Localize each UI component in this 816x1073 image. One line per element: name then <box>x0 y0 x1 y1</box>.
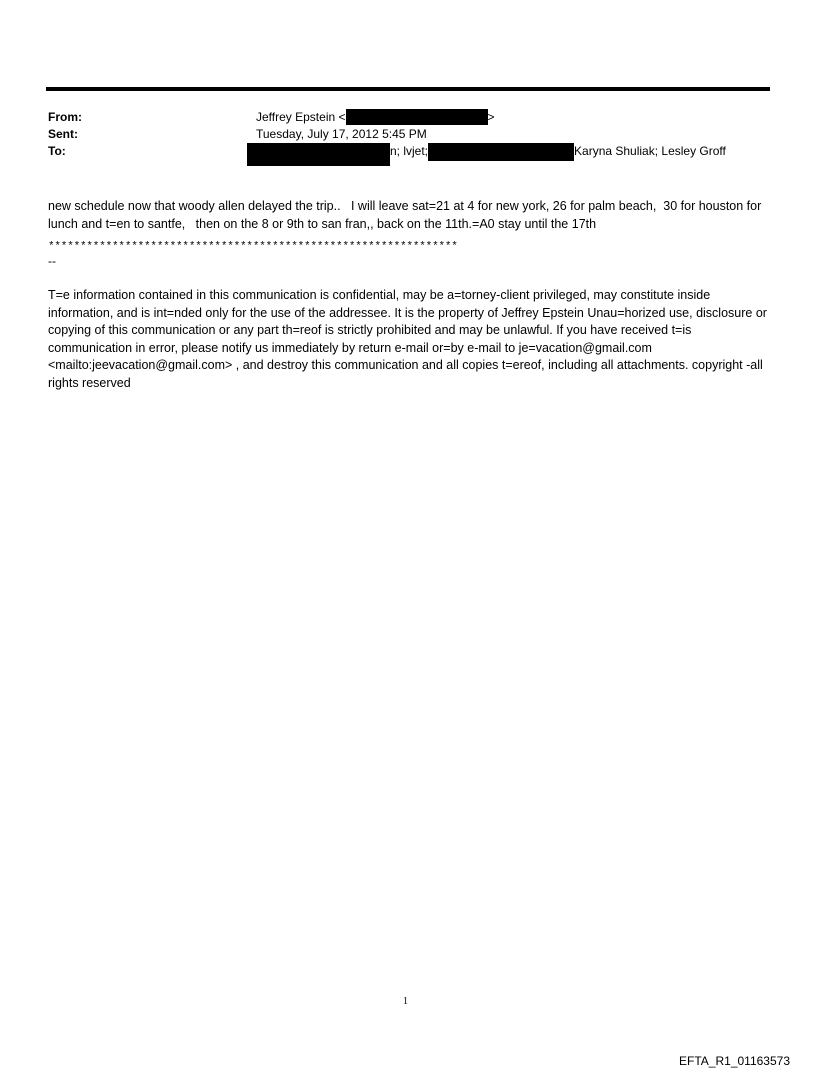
header-rule <box>46 87 770 91</box>
page-number: 1 <box>403 996 408 1007</box>
redaction-block <box>428 143 574 161</box>
signature-dashes: -- <box>48 254 56 268</box>
to-value <box>247 143 726 166</box>
from-label: From: <box>48 110 82 124</box>
message-body: new schedule now that woody allen delayed the trip.. I will leave sat=21 at 4 for new york, 26 for palm beach, 30 for houston for lunch and t=en to santfe, then on the 8 or 9th to san fran,, back on the 11th.=A0 stay until the 17th <box>48 199 765 231</box>
document-id: EFTA_R1_01163573 <box>679 1054 790 1068</box>
redaction-block <box>247 143 390 166</box>
signature-stars: **************************************************************** <box>48 241 458 253</box>
to-part2: Karyna Shuliak; Lesley Groff <box>574 144 726 158</box>
from-value <box>256 109 495 125</box>
sent-value: Tuesday, July 17, 2012 5:45 PM <box>256 127 427 141</box>
to-label: To: <box>48 144 66 158</box>
to-part1: n; lvjet; <box>390 144 429 158</box>
sent-label: Sent: <box>48 127 78 141</box>
disclaimer-text: T=e information contained in this communication is confidential, may be a=torney-client privileged, may constitute inside information, and is int=nded only for the use of the addressee. It is the property of Jeffrey Epstein Unau=horized use, disclosure or copying of this communication or any part th=reof is strictly prohibited and may be unlawful. If you have received t=is communication in error, please notify us immediately by return e-mail or=by e-mail to je=vacation@gmail.com <mailto:jeevacation@gmail.com> , and destroy this communication and all copies t=ereof, including all attachments. copyright -all rights reserved <box>48 288 771 390</box>
from-close: > <box>487 110 495 124</box>
from-name: Jeffrey Epstein < <box>256 110 346 124</box>
redaction-block <box>346 109 488 125</box>
